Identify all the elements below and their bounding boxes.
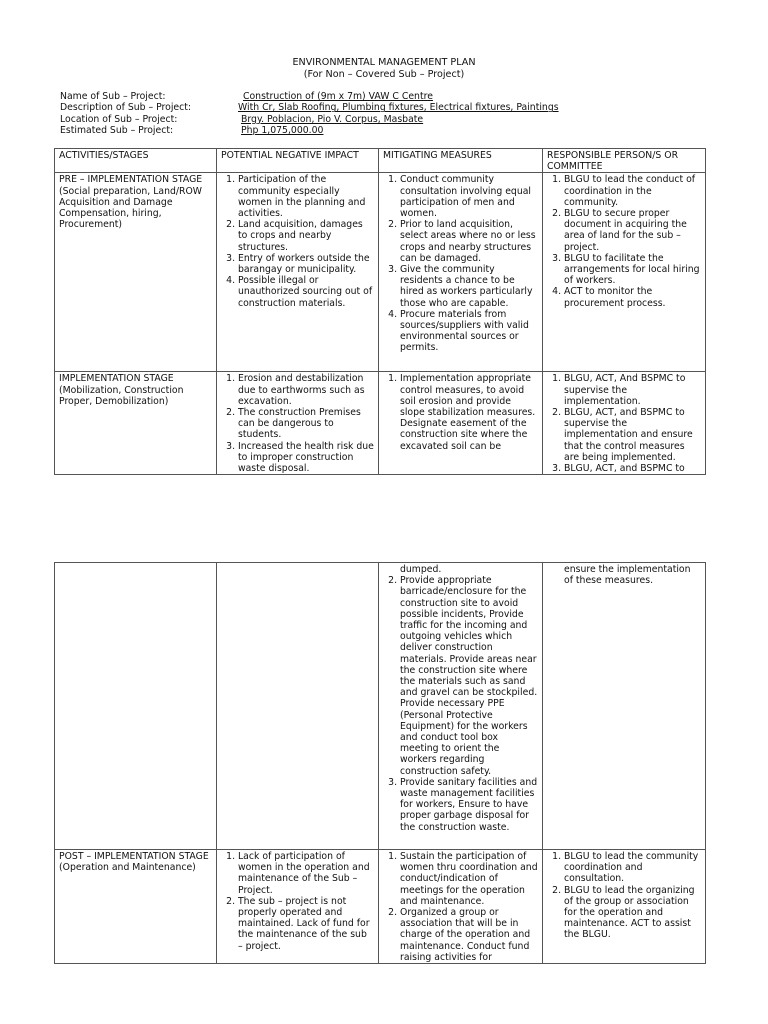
stage-description: (Social preparation, Land/ROW Acquisition and Damage Compensation, hiring, Procurement) bbox=[59, 185, 202, 231]
list-item: 4. Possible illegal or unauthorized sourcing out of construction materials. bbox=[238, 275, 374, 309]
info-value: Construction of (9m x 7m) VAW C Centre bbox=[243, 91, 433, 102]
list-item: 2. Organized a group or association that will be in charge of the operation and maintenance. Conduct fund raising activities for bbox=[400, 907, 538, 963]
header-measures: MITIGATING MEASURES bbox=[379, 149, 543, 173]
impact-cell bbox=[217, 372, 379, 475]
stage-name: IMPLEMENTATION STAGE bbox=[59, 373, 174, 385]
impact-cell bbox=[217, 173, 379, 372]
responsible-cell bbox=[543, 563, 706, 850]
stage-description: (Mobilization, Construction Proper, Demobilization) bbox=[59, 384, 184, 407]
header-impact: POTENTIAL NEGATIVE IMPACT bbox=[217, 149, 379, 173]
emp-table-page-1 bbox=[54, 148, 706, 475]
info-label: Name of Sub – Project: bbox=[60, 91, 166, 102]
list-item: 3. Entry of workers outside the barangay or municipality. bbox=[238, 253, 374, 275]
info-label: Description of Sub – Project: bbox=[60, 102, 192, 114]
list-item: 3. Give the community residents a chance to be hired as workers particularly those who are capable. bbox=[400, 264, 538, 309]
list-item: 2. BLGU to secure proper document in acquiring the area of land for the sub – project. bbox=[564, 208, 701, 253]
list-item: dumped. bbox=[400, 564, 442, 575]
impact-cell bbox=[217, 850, 379, 964]
row-post-implementation bbox=[55, 850, 706, 964]
list-item: 1. Conduct community consultation involving equal participation of men and women. bbox=[400, 174, 538, 219]
row-implementation bbox=[55, 372, 706, 475]
row-implementation-continued bbox=[55, 563, 706, 850]
list-item: 1. Erosion and destabilization due to earthworms such as excavation. bbox=[238, 373, 374, 407]
list-item: 1. BLGU to lead the conduct of coordination in the community. bbox=[564, 174, 701, 208]
row-pre-implementation bbox=[55, 173, 706, 372]
list-item: 4. Procure materials from sources/suppliers with valid environmental sources or permits. bbox=[400, 309, 538, 354]
stage-name: POST – IMPLEMENTATION STAGE bbox=[59, 851, 209, 862]
list-item: ensure the implementation of these measures. bbox=[564, 564, 691, 587]
list-item: 1. Lack of participation of women in the operation and maintenance of the Sub – Project. bbox=[238, 851, 374, 896]
responsible-cell bbox=[543, 850, 706, 964]
list-item: 1. Participation of the community especially women in the planning and activities. bbox=[238, 174, 374, 219]
document-title: ENVIRONMENTAL MANAGEMENT PLAN bbox=[292, 57, 476, 68]
list-item: 4. ACT to monitor the procurement process. bbox=[564, 286, 701, 308]
list-item: 1. Sustain the participation of women thru coordination and conduct/indication of meetings for the operation and maintenance. bbox=[400, 851, 538, 907]
measures-cell bbox=[379, 563, 543, 850]
list-item: 2. The construction Premises can be dangerous to students. bbox=[238, 407, 374, 441]
list-item: 2. Provide appropriate barricade/enclosure for the construction site to avoid possible incidents, Provide traffic for the incoming and outgoing vehicles which deliver construction materials. Provide areas near the construction site where the materials such as sand and gravel can be stockpiled. Provide necessary PPE (Personal Protective Equipment) for the workers and conduct tool box meeting to orient the workers regarding construction safety. bbox=[400, 575, 538, 777]
stage-cell bbox=[55, 850, 217, 964]
info-value: Brgy. Poblacion, Pio V. Corpus, Masbate bbox=[241, 113, 424, 125]
info-label: Location of Sub – Project: bbox=[60, 113, 178, 125]
stage-name: PRE – IMPLEMENTATION STAGE bbox=[59, 174, 203, 186]
list-item: 3. BLGU, ACT, and BSPMC to bbox=[564, 463, 701, 474]
list-item: 1. BLGU to lead the community coordination and consultation. bbox=[564, 851, 701, 885]
stage-cell bbox=[55, 372, 217, 475]
emp-table-page-2 bbox=[54, 562, 706, 964]
list-item: 3. Provide sanitary facilities and waste management facilities for workers, Ensure to have proper garbage disposal for the construction waste. bbox=[400, 777, 538, 833]
measures-cell bbox=[379, 372, 543, 475]
list-item: 3. Increased the health risk due to improper construction waste disposal. bbox=[238, 441, 374, 475]
measures-cell bbox=[379, 850, 543, 964]
header-activities: ACTIVITIES/STAGES bbox=[55, 149, 217, 173]
list-item: 2. Prior to land acquisition, select areas where no or less crops and nearby structures can be damaged. bbox=[400, 219, 538, 264]
info-value: With Cr, Slab Roofing, Plumbing fixtures, Electrical fixtures, Paintings bbox=[238, 102, 559, 114]
stage-description: (Operation and Maintenance) bbox=[59, 862, 196, 874]
stage-cell bbox=[55, 173, 217, 372]
list-item: 1. Implementation appropriate control measures, to avoid soil erosion and provide slope stabilization measures. Designate easement of the construction site where the excavated soil can be bbox=[400, 373, 538, 451]
stage-cell bbox=[55, 563, 217, 850]
list-item: 2. BLGU to lead the organizing of the group or association for the operation and maintenance. ACT to assist the BLGU. bbox=[564, 885, 701, 941]
document-subtitle: (For Non – Covered Sub – Project) bbox=[303, 69, 465, 80]
impact-cell bbox=[217, 563, 379, 850]
list-item: 3. BLGU to facilitate the arrangements for local hiring of workers. bbox=[564, 253, 701, 287]
responsible-cell bbox=[543, 372, 706, 475]
responsible-cell bbox=[543, 173, 706, 372]
info-label: Estimated Sub – Project: bbox=[60, 124, 174, 136]
header-responsible: RESPONSIBLE PERSON/S OR COMMITTEE bbox=[543, 149, 706, 173]
measures-cell bbox=[379, 173, 543, 372]
list-item: 2. Land acquisition, damages to crops and nearby structures. bbox=[238, 219, 374, 253]
list-item: 2. The sub – project is not properly operated and maintained. Lack of fund for the maintenance of the sub – project. bbox=[238, 896, 374, 952]
list-item: 1. BLGU, ACT, And BSPMC to supervise the implementation. bbox=[564, 373, 701, 407]
list-item: 2. BLGU, ACT, and BSPMC to supervise the implementation and ensure that the control measures are being implemented. bbox=[564, 407, 701, 463]
header-row bbox=[55, 149, 706, 173]
info-value: Php 1,075,000.00 bbox=[241, 124, 324, 136]
